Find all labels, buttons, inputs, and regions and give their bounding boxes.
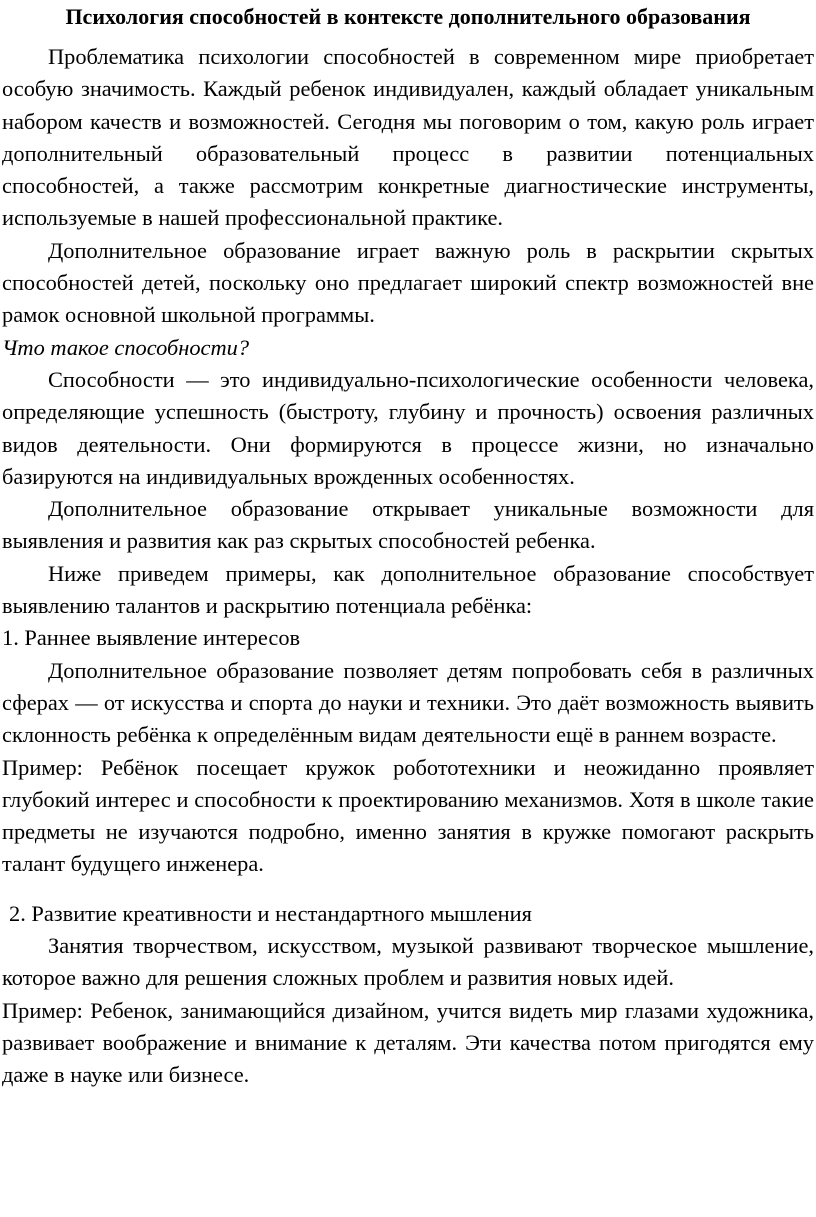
- section-1-paragraph: Дополнительное образование позволяет детям попробовать себя в различных сферах — от искусства и спорта до науки и техники. Это даёт возможность выявить склонность ребёнка к определённым видам деятельности ещё в раннем возрасте.: [2, 657, 814, 748]
- opportunities-paragraph: Дополнительное образование открывает уникальные возможности для выявления и развития как раз скрытых способностей ребенка.: [2, 496, 814, 554]
- intro-paragraph: Проблематика психологии способностей в современном мире приобретает особую значимость. Каждый ребенок индивидуален, каждый обладает уникальным набором качеств и возможностей. Сегодня мы поговорим о том, какую роль играет дополнительный образовательный процесс в развитии потенциальных способностей, а также рассмотрим конкретные диагностические инструменты, используемые в нашей профессиональной практике.: [2, 44, 814, 231]
- section-2-paragraph: Занятия творчеством, искусством, музыкой развивают творческое мышление, которое важно для решения сложных проблем и развития новых идей.: [2, 933, 814, 991]
- section-2-example: Пример: Ребенок, занимающийся дизайном, учится видеть мир глазами художника, развивает воображение и внимание к деталям. Эти качества потом пригодятся ему даже в науке или бизнесе.: [2, 997, 814, 1088]
- additional-education-paragraph: Дополнительное образование играет важную роль в раскрытии скрытых способностей детей, поскольку оно предлагает широкий спектр возможностей вне рамок основной школьной программы.: [2, 237, 814, 328]
- abilities-question-heading: Что такое способности?: [2, 334, 250, 360]
- section-1-heading: 1. Раннее выявление интересов: [2, 625, 301, 651]
- examples-intro-paragraph: Ниже приведем примеры, как дополнительное образование способствует выявлению талантов и раскрытию потенциала ребёнка:: [2, 560, 814, 619]
- section-2-heading: 2. Развитие креативности и нестандартного мышления: [9, 900, 532, 926]
- document-title: Психология способностей в контексте дополнительного образования: [65, 4, 751, 29]
- abilities-definition-paragraph: Способности — это индивидуально-психологические особенности человека, определяющие успешность (быстроту, глубину и прочность) освоения различных видов деятельности. Они формируются в процессе жизни, но изначально базируются на индивидуальных врожденных особенностях.: [2, 366, 814, 489]
- section-1-example: Пример: Ребёнок посещает кружок робототехники и неожиданно проявляет глубокий интерес и способности к проектированию механизмов. Хотя в школе такие предметы не изучаются подробно, именно занятия в кружке помогают раскрыть талант будущего инженера.: [2, 754, 814, 877]
